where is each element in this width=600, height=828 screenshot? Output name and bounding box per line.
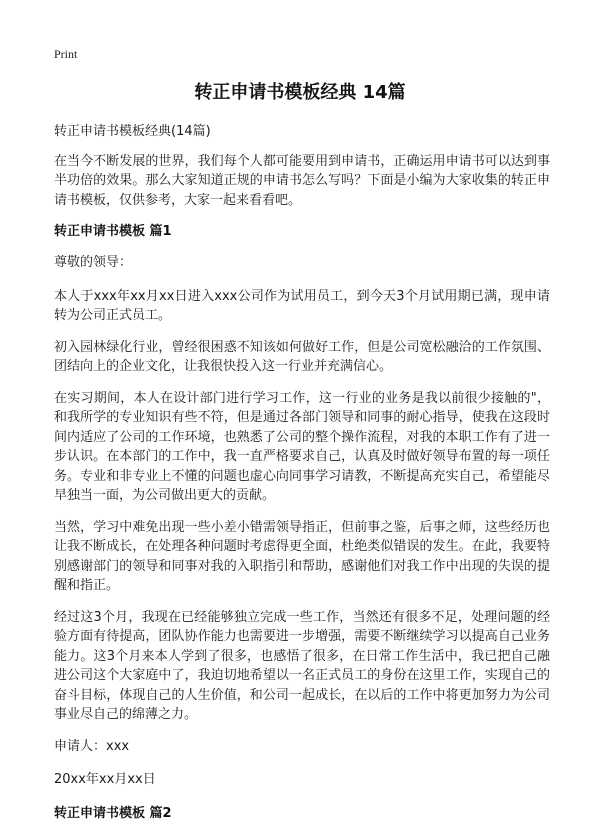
body-paragraph-1: 本人于xxx年xx月xx日进入xxx公司作为试用员工，到今天3个月试用期已满，现申请转为公司正式员工。 — [54, 288, 550, 323]
body-paragraph-5: 经过这3个月，我现在已经能够独立完成一些工作，当然还有很多不足，处理问题的经验方面有待提高，团队协作能力也需要进一步增强，需要不断继续学习以提高自己业务能力。这3个月来本人学到了很多，也感悟了很多，在日常工作生活中，我已把自己融进公司这个大家庭中了，我迫切地希望以一名正式员工的身份在这里工作，实现自己的奋斗目标，体现自己的人生价值，和公司一起成长，在以后的工作中将更加努力为公司事业尽自己的绵薄之力。 — [54, 609, 550, 722]
document-body — [54, 122, 550, 828]
page-title: 转正申请书模板经典 14篇 — [194, 82, 406, 103]
applicant-line: 申请人：xxx — [54, 738, 130, 754]
date-line: 20xx年xx月xx日 — [54, 772, 156, 787]
document-subtitle: 转正申请书模板经典(14篇) — [54, 124, 211, 139]
body-paragraph-3: 在实习期间，本人在设计部门进行学习工作，这一行业的业务是我以前很少接触的"，和我所学的专业知识有些不符，但是通过各部门领导和同事的耐心指导，使我在这段时间内适应了公司的工作环境，也熟悉了公司的整个操作流程，对我的本职工作有了进一步认识。在本部门的工作中，我一直严格要求自己，认真及时做好领导布置的每一项任务。专业和非专业上不懂的问题也虚心向同事学习请教，不断提高充实自己，希望能尽早独当一面，为公司做出更大的贡献。 — [54, 390, 550, 503]
body-paragraph-4: 当然，学习中难免出现一些小差小错需领导指正，但前事之鉴，后事之师，这些经历也让我不断成长，在处理各种问题时考虑得更全面，杜绝类似错误的发生。在此，我要特别感谢部门的领导和同事对我的入职指引和帮助，感谢他们对我工作中出现的失误的提醒和指正。 — [54, 519, 550, 593]
print-link[interactable]: Print — [54, 47, 78, 61]
section-heading-1: 转正申请书模板 篇1 — [54, 224, 172, 239]
intro-paragraph: 在当今不断发展的世界，我们每个人都可能要用到申请书，正确运用申请书可以达到事半功倍的效果。那么大家知道正规的申请书怎么写吗？下面是小编为大家收集的转正申请书模板，仅供参考，大家一起来看看吧。 — [54, 153, 550, 208]
section-heading-2: 转正申请书模板 篇2 — [54, 805, 172, 821]
salutation: 尊敬的领导： — [54, 255, 133, 270]
body-paragraph-2: 初入园林绿化行业，曾经很困惑不知该如何做好工作，但是公司宽松融洽的工作氛围、团结向上的企业文化，让我很快投入这一行业并充满信心。 — [54, 339, 550, 374]
